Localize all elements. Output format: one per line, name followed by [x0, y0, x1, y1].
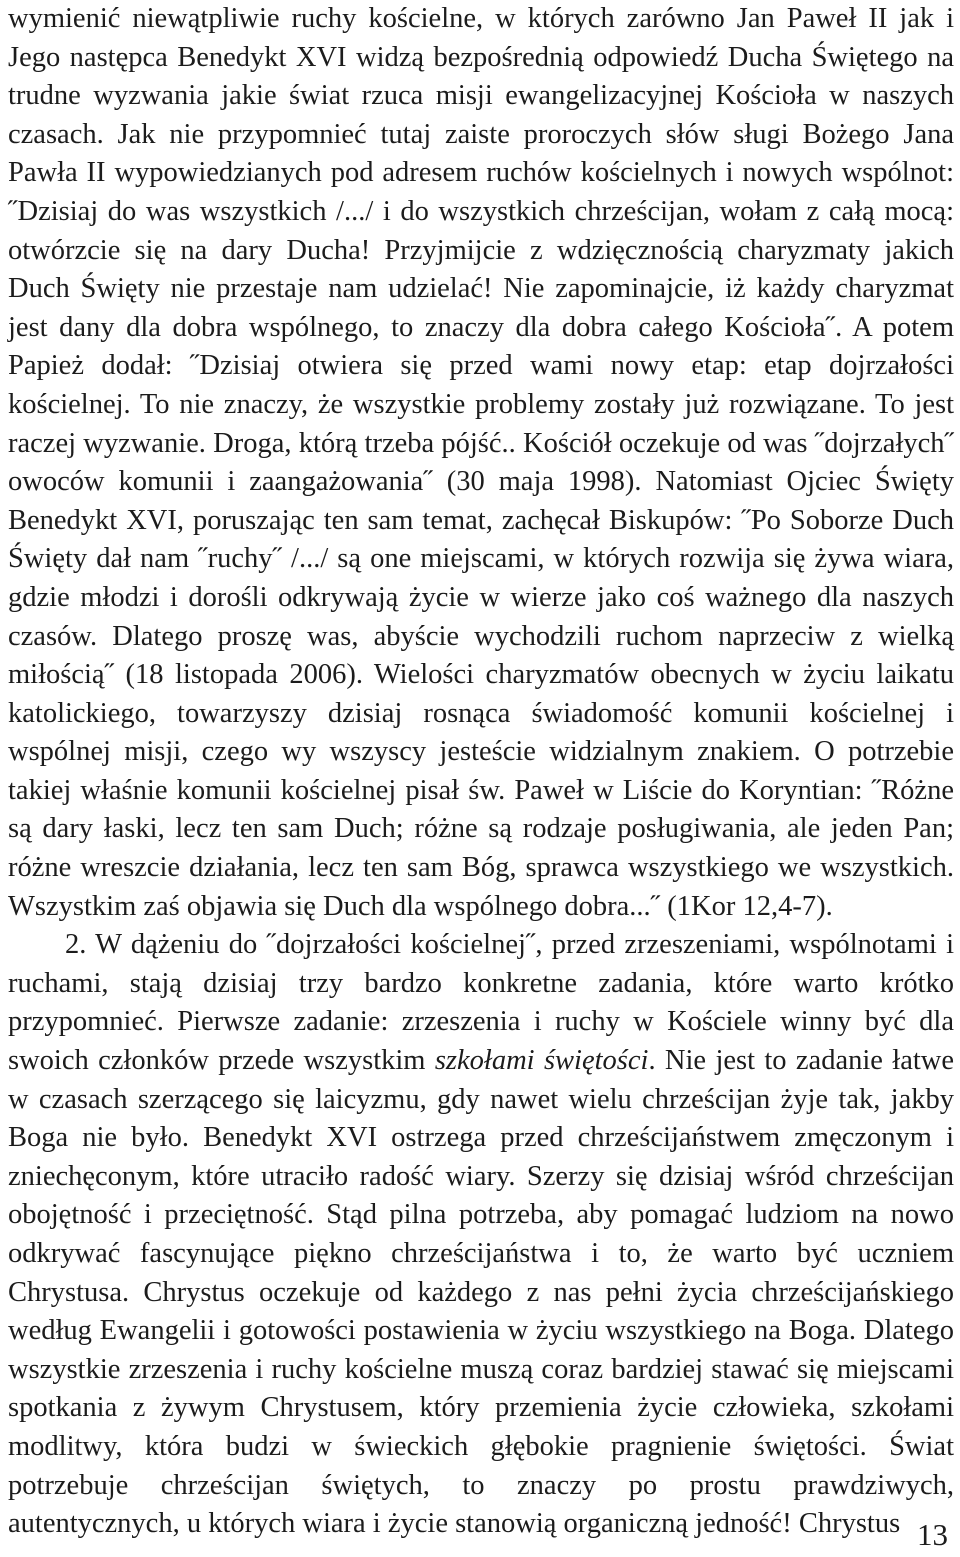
- paragraph-2: [8, 926, 954, 1544]
- paragraph-2-text-end: . Nie jest to zadanie łatwe w czasach szerzącego się laicyzmu, gdy nawet wielu chrześcijan żyje tak, jakby Boga nie było. Benedykt XVI ostrzega przed chrześcijaństwem zmęczonym i zniechęconym, które utraciło radość wiary. Szerzy się dzisiaj wśród chrześcijan obojętność i przeciętność. Stąd pilna potrzeba, aby pomagać ludziom na nowo odkrywać fascynujące piękno chrześcijaństwa i to, że warto być uczniem Chrystusa. Chrystus oczekuje od każdego z nas pełni życia chrześcijańskiego według Ewangelii i gotowości postawienia w życiu wszystkiego na Boga. Dlatego wszystkie zrzeszenia i ruchy kościelne muszą coraz bardziej stawać się miejscami spotkania z żywym Chrystusem, który przemienia życie człowieka, szkołami modlitwy, która budzi w świeckich głębokie pragnienie świętości. Świat potrzebuje chrześcijan świętych, to znaczy po prostu prawdziwych, autentycznych, u których wiara i życie stanowią organiczną jedność! Chrystus: [8, 1045, 954, 1540]
- paragraph-2-text-start: 2. W dążeniu do ˝dojrzałości kościelnej˝, przed zrzeszeniami, wspólnotami i ruchami, stają dzisiaj trzy bardzo konkretne zadania, które warto krótko przypomnieć. Pierwsze zadanie: zrzeszenia i ruchy w Kościele winny być dla swoich członków przede wszystkim: [8, 929, 954, 1077]
- paragraph-1: wymienić niewątpliwie ruchy kościelne, w których zarówno Jan Paweł II jak i Jego następca Benedykt XVI widzą bezpośrednią odpowiedź Ducha Świętego na trudne wyzwania jakie świat rzuca misji ewangelizacyjnej Kościoła w naszych czasach. Jak nie przypomnieć tutaj zaiste proroczych słów sługi Bożego Jana Pawła II wypowiedzianych pod adresem ruchów kościelnych i nowych wspólnot: ˝Dzisiaj do was wszystkich /.../ i do wszystkich chrześcijan, wołam z całą mocą: otwórzcie się na dary Ducha! Przyjmijcie z wdzięcznością charyzmaty jakich Duch Święty nie przestaje nam udzielać! Nie zapominajcie, iż każdy charyzmat jest dany dla dobra wspólnego, to znaczy dla dobra całego Kościoła˝. A potem Papież dodał: ˝Dzisiaj otwiera się przed wami nowy etap: etap dojrzałości kościelnej. To nie znaczy, że wszystkie problemy zostały już rozwiązane. To jest raczej wyzwanie. Droga, którą trzeba pójść.. Kościół oczekuje od was ˝dojrzałych˝ owoców komunii i zaangażowania˝ (30 maja 1998). Natomiast Ojciec Święty Benedykt XVI, poruszając ten sam temat, zachęcał Biskupów: ˝Po Soborze Duch Święty dał nam ˝ruchy˝ /.../ są one miejscami, w których rozwija się żywa wiara, gdzie młodzi i dorośli odkrywają życie w wierze jako coś ważnego dla naszych czasów. Dlatego proszę was, abyście wychodzili ruchom naprzeciw z wielką miłością˝ (18 listopada 2006). Wielości charyzmatów obecnych w życiu laikatu katolickiego, towarzyszy dzisiaj rosnąca świadomość komunii kościelnej i wspólnej misji, czego wy wszyscy jesteście widzialnym znakiem. O potrzebie takiej właśnie komunii kościelnej pisał św. Paweł w Liście do Koryntian: ˝Różne są dary łaski, lecz ten sam Duch; różne są rodzaje posługiwania, ale jeden Pan; różne wreszcie działania, lecz ten sam Bóg, sprawca wszystkiego we wszystkich. Wszystkim zaś objawia się Duch dla wspólnego dobra...˝ (1Kor 12,4-7).: [8, 3, 954, 922]
- page-number: 13: [917, 1517, 948, 1552]
- paragraph-2-italic-phrase: szkołami świętości: [434, 1045, 649, 1077]
- body-text: [8, 0, 954, 1544]
